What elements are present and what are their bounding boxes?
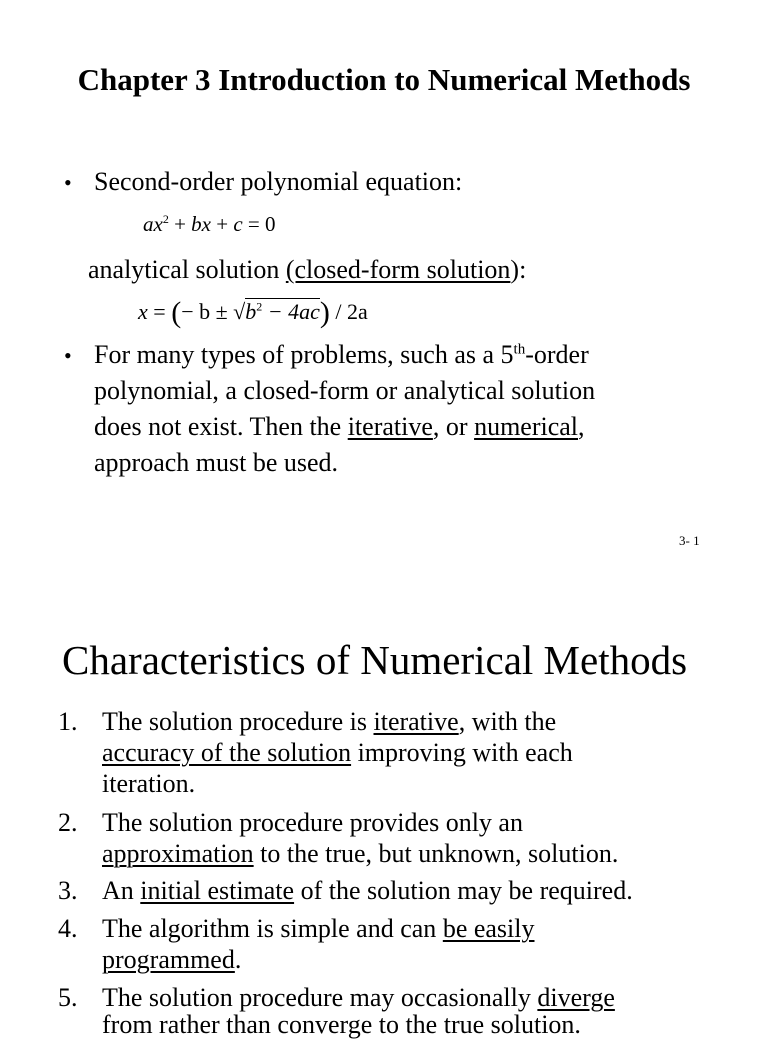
item-3-l1b: of the solution may be required. bbox=[294, 876, 633, 905]
bullet-2-line-1-b: -order bbox=[525, 340, 589, 369]
item-5-diverge-underlined: diverge bbox=[537, 983, 615, 1012]
item-3-initial-estimate-underlined: initial estimate bbox=[140, 876, 295, 905]
item-1-iterative-underlined: iterative bbox=[373, 707, 459, 736]
item-2-l2b: to the true, but unknown, solution. bbox=[253, 839, 619, 868]
bullet-2-line-4: approach must be used. bbox=[94, 448, 339, 477]
bullet-2-sup-th: th bbox=[513, 341, 526, 358]
bullet-1-marker: • bbox=[64, 170, 72, 195]
item-4-l1a: The algorithm is simple and can bbox=[102, 914, 443, 943]
item-1-l2b: improving with each bbox=[351, 738, 573, 767]
item-1-l1a: The solution procedure is bbox=[102, 707, 374, 736]
iterative-underlined: iterative bbox=[347, 412, 433, 441]
slide2-title: Characteristics of Numerical Methods bbox=[62, 637, 688, 683]
eq-equals-zero: = 0 bbox=[242, 212, 276, 236]
bullet-2-line-1 bbox=[94, 340, 589, 370]
bullet-2-line-3-a: does not exist. Then the bbox=[94, 412, 348, 441]
item-2-line-1: The solution procedure provides only an bbox=[102, 808, 523, 837]
numerical-underlined: numerical bbox=[474, 412, 579, 441]
eq-plus-2: + bbox=[211, 212, 234, 236]
item-3-l1a: An bbox=[102, 876, 141, 905]
formula-over-2a: / 2a bbox=[329, 299, 368, 324]
item-1-line-1 bbox=[102, 707, 556, 737]
item-2-number: 2. bbox=[58, 808, 78, 837]
formula-rparen: ) bbox=[319, 296, 330, 329]
eq-c: c bbox=[233, 212, 243, 236]
formula-minus-4ac: − 4ac bbox=[262, 299, 320, 324]
analytical-prefix: analytical solution bbox=[88, 255, 286, 284]
bullet-2-line-3-c: , bbox=[578, 412, 585, 441]
bullet-2-line-1-a: For many types of problems, such as a 5 bbox=[94, 340, 514, 369]
bullet-2-line-2: polynomial, a closed-form or analytical solution bbox=[94, 376, 596, 405]
item-4-line-1 bbox=[102, 914, 535, 944]
formula-sup-2: 2 bbox=[256, 299, 263, 314]
quadratic-formula bbox=[138, 296, 368, 330]
item-1-line-3: iteration. bbox=[102, 769, 196, 798]
item-5-number: 5. bbox=[58, 983, 78, 1012]
item-4-l2b: . bbox=[234, 945, 242, 974]
formula-lparen: ( bbox=[171, 296, 182, 329]
item-3-number: 3. bbox=[58, 876, 78, 905]
eq-sup-2: 2 bbox=[162, 212, 169, 226]
slide1-title: Chapter 3 Introduction to Numerical Methods bbox=[77, 62, 691, 97]
item-2-approximation-underlined: approximation bbox=[102, 839, 254, 868]
item-5-line-1 bbox=[102, 983, 615, 1013]
formula-b: b bbox=[245, 299, 257, 324]
analytical-solution-line bbox=[88, 255, 526, 285]
eq-bx: bx bbox=[191, 212, 211, 236]
item-1-accuracy-underlined: accuracy of the solution bbox=[102, 738, 352, 767]
bullet-2-line-3-b: , or bbox=[432, 412, 475, 441]
bullet-2-marker: • bbox=[64, 343, 72, 368]
polynomial-equation bbox=[143, 212, 276, 237]
formula-minus-b-pm: − b ± bbox=[181, 299, 234, 324]
eq-plus-1: + bbox=[168, 212, 192, 236]
item-3-line-1 bbox=[102, 876, 633, 906]
bullet-1-text: Second-order polynomial equation: bbox=[94, 167, 463, 196]
item-1-line-2 bbox=[102, 738, 573, 768]
item-4-programmed-underlined: programmed bbox=[102, 945, 235, 974]
formula-sqrt: √ bbox=[233, 299, 246, 324]
closed-form-solution-underlined: (closed-form solution bbox=[285, 255, 511, 284]
item-5-line-2: from rather than converge to the true solution. bbox=[102, 1010, 581, 1039]
item-4-be-easily-underlined: be easily bbox=[442, 914, 535, 943]
bullet-2-line-3 bbox=[94, 412, 585, 442]
item-1-number: 1. bbox=[58, 707, 78, 736]
analytical-suffix: ): bbox=[510, 255, 527, 284]
item-4-line-2 bbox=[102, 945, 241, 975]
formula-equals: = bbox=[147, 299, 172, 324]
item-2-line-2 bbox=[102, 839, 618, 869]
formula-x: x bbox=[138, 299, 148, 324]
eq-ax: ax bbox=[143, 212, 163, 236]
slide-number: 3- 1 bbox=[679, 533, 700, 548]
item-5-l1a: The solution procedure may occasionally bbox=[102, 983, 538, 1012]
item-4-number: 4. bbox=[58, 914, 78, 943]
item-1-l1b: , with the bbox=[458, 707, 557, 736]
